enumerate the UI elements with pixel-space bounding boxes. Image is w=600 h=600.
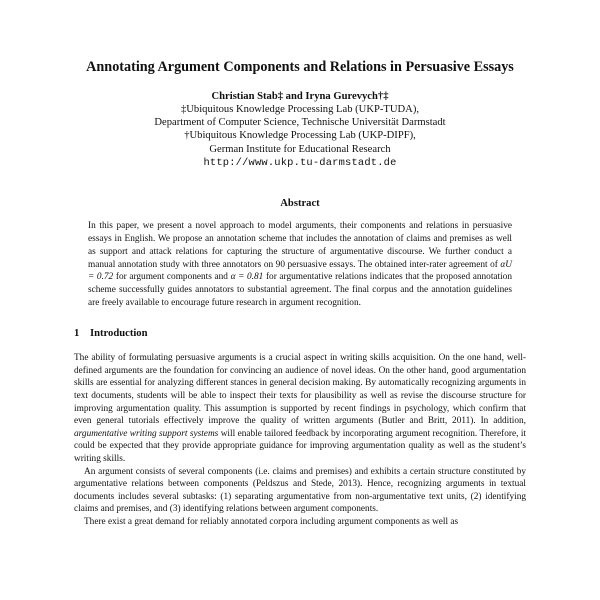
- abstract-part-3: for argumentative relations indicates that the proposed annotation scheme successfully guides annotators to substantial agreement. The final corpus and the annotation guidelines are freely available to encourage future research in argument recognition.: [88, 272, 512, 309]
- paper-title: Annotating Argument Components and Relations in Persuasive Essays: [86, 59, 514, 75]
- para1-part-2: will enable tailored feedback by incorporating argument recognition. Therefore, it could be expected that they provide appropriate guidance for improving argumentation quality as well as the student’s writing skills.: [74, 428, 527, 464]
- section-title: Introduction: [90, 328, 148, 340]
- alpha-value: α = 0.81: [230, 272, 264, 283]
- abstract-part-1: In this paper, we present a novel approach to model arguments, their components and relations in persuasive essays in English. We propose an annotation scheme that includes the annotation of claims and premises as well as support and attack relations for capturing the structure of argumentative discourse. We further conduct a manual annotation study with three annotators on 90 persuasive essays. The obtained inter-rater agreement of: [88, 220, 512, 270]
- intro-paragraph-2: An argument consists of several components (i.e. claims and premises) and exhibits a certain structure constituted by argumentative relations between components (Peldszus and Stede, 2013). Hence, recognizing arguments in textual documents includes several subtasks: (1) separating argumentative from non-argumentative text units, (2) identifying claims and premises, and (3) identifying relations between argument components.: [74, 466, 526, 515]
- affiliation-line-3: †Ubiquitous Knowledge Processing Lab (UKP-DIPF),: [184, 130, 416, 142]
- alpha-u-value: αU = 0.72: [88, 259, 512, 283]
- abstract-part-2: for argument components and: [113, 272, 231, 283]
- lab-url[interactable]: http://www.ukp.tu-darmstadt.de: [203, 156, 397, 169]
- affiliation-line-2: Department of Computer Science, Technische Universität Darmstadt: [154, 117, 446, 129]
- intro-paragraph-1: [74, 352, 526, 465]
- section-heading-introduction: [74, 327, 526, 340]
- paper-authors: Christian Stab‡ and Iryna Gurevych†‡: [211, 91, 389, 102]
- intro-paragraph-3: There exist a great demand for reliably annotated corpora including argument components as well as: [84, 516, 459, 527]
- section-number: 1: [74, 328, 80, 340]
- paper-page: [74, 58, 526, 528]
- abstract-heading: Abstract: [280, 197, 320, 209]
- para1-part-1: The ability of formulating persuasive arguments is a crucial aspect in writing skills acquisition. On the one hand, well-defined arguments are the foundation for convincing an audience of novel ideas. On the other hand, good argumentation skills are essential for analyzing different stances in general decision making. By automatically recognizing arguments in text documents, students will be able to inspect their texts for plausibility as well as revise the discourse structure for improving argumentation quality. This assumption is supported by recent findings in psychology, which confirm that even general tutorials effectively improve the quality of written arguments (Butler and Britt, 2011). In addition,: [74, 353, 526, 427]
- affiliation-line-4: German Institute for Educational Research: [209, 143, 391, 155]
- abstract-text: [88, 220, 512, 310]
- para1-italic-term: argumentative writing support systems: [74, 428, 219, 439]
- affiliation-line-1: ‡Ubiquitous Knowledge Processing Lab (UKP-TUDA),: [180, 104, 420, 115]
